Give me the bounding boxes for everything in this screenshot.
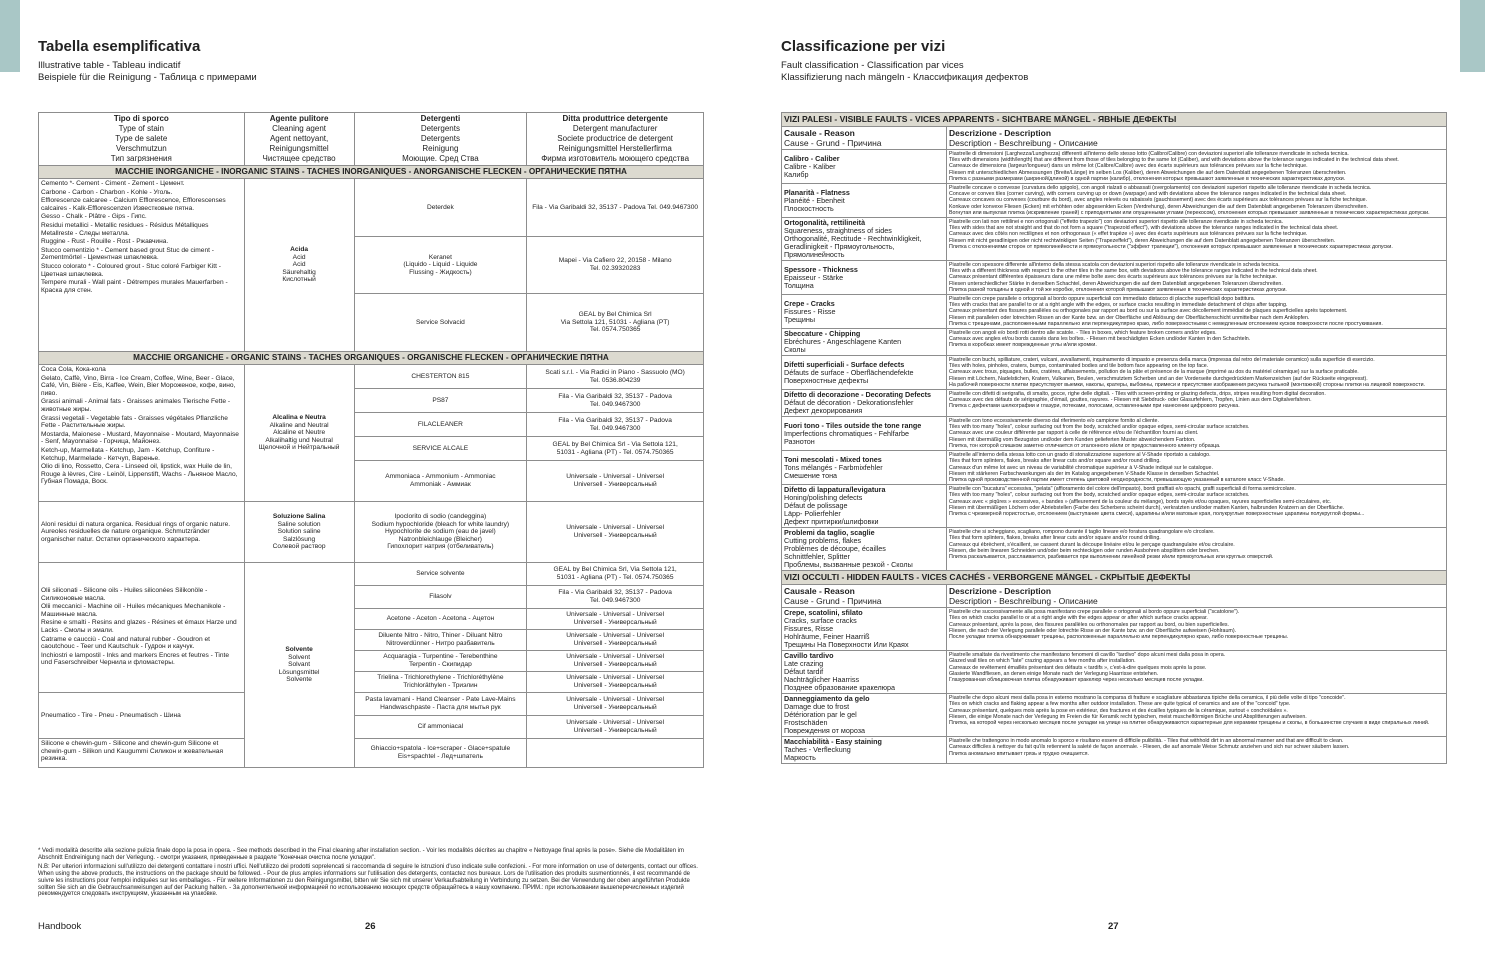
residue-stain-cell: Aloni residui di natura organica. Residual rings of organic nature. Aureoles residuelles de nature organique. Schmutzränder organischer natur. Остатки органического характера. — [39, 502, 245, 563]
manufacturer-cell: Universale - Universal - Universel Universell - Универсальный — [527, 630, 704, 651]
cleaning-table — [38, 112, 704, 768]
header-cause: Causale - Reason Cause - Grund - Причина — [782, 127, 947, 150]
fault-cause: Macchiabilità - Easy staining Taches - Verfleckung Маркость — [782, 737, 947, 764]
detergent-cell: Cif ammoniacal — [354, 716, 527, 739]
manufacturer-cell: Mapei - Via Cafiero 22, 20158 - Milano Tel. 02.39320283 — [527, 236, 704, 294]
detergent-cell: PS87 — [354, 389, 527, 413]
header-stain-type: Tipo di sporco Type of stain Type de salete Verschmutzun Тип загрязнения — [39, 113, 245, 166]
inorganic-stain-list: Cemento *- Cement - Ciment - Zement - Цемент. Carbone - Carbon - Charbon - Kohle - Уголь. Efflorescenze calcaree - Calcium Efflorescence, Efflorescenses calcaires - Kalk-Efflorescenzen Известковые пятна. Gesso - Chalk - Plâtre - Gips - Гипс. Residui metallici - Metallic residues - Résidus Métalliques Metallreste - Следы металла. Ruggine - Rust - Rouille - Rost - Ржавчина. Stucco cementizio * - Cement based grout Stuc de ciment - Zementmörtel - Цементная шпаклевка. Stucco colorato * - Coloured grout - Stuc coloré Farbiger Kitt - Цветная шпаклевка. Tempere murali - Wall paint - Détrempes murales Mauerfarben - Краска для стен. — [39, 179, 245, 352]
detergent-cell: Service Solvacid — [354, 294, 527, 352]
right-page-subtitle — [781, 60, 1028, 83]
fault-row — [782, 390, 1447, 417]
inorganic-agent: Acida Acid Acid Säurehaltig Кислотный — [244, 179, 354, 352]
left-page-title: Tabella esemplificativa — [38, 38, 201, 55]
fault-cause: Difetti superficiali - Surface defects Défauts de surface - Oberflächendefekte Поверхностные дефекты — [782, 356, 947, 390]
fault-row — [782, 261, 1447, 295]
fault-row — [782, 694, 1447, 737]
organic-stain-list: Coca Cola, Кока-кола Gelato, Caffè, Vino, Birra - Ice Cream, Coffee, Wine, Beer - Glace, Café, Vin, Bière - Eis, Kaffee, Wein, Bier Мороженое, кофе, вино, пиво. Grassi animali - Animal fats - Graisses animales Tierische Fette - животные жиры. Grassi vegetali - Vegetable fats - Graisses végétales Pflanzliche Fette - Растительные жиры. Mostarda, Maionese - Mustard, Mayonnaise - Moutard, Mayonnaise - Senf, Mayonnaise - Горчица, Майонез. Ketch-up, Marmellata - Ketchup, Jam - Ketchup, Confiture - Ketchup, Marmelade - Кетчуп, Варенье. Olio di lino, Rossetto, Cera - Linseed oil, lipstick, wax Huile de lin, Rouge à lèvres, Cire - Leinöl, Lippenstift, Wachs - Льняное Масло, Губная Помада, Воск. — [39, 365, 245, 502]
visible-faults-header — [782, 127, 1447, 150]
left-subtitle-line: Beispiele für die Reinigung - Таблица с примерами — [38, 71, 257, 83]
detergent-cell: Ammoniaca - Ammonium - Ammoniac Ammoniak - Аммиак — [354, 461, 527, 502]
page-edge-tab-right — [1460, 0, 1485, 72]
manufacturer-cell: Universale - Universal - Universel Universell - Универсальный — [527, 609, 704, 630]
detergent-cell: Pasta lavamani - Hand Cleanser - Pate Lave-Mains Handwaschpaste - Паста для мытья рук — [354, 693, 527, 716]
fault-cause: Difetto di lappatura/levigatura Honing/polishing defects Défaut de polissage Läpp- Polierfehler Дефект притирки/шлифовки — [782, 485, 947, 528]
table-row — [39, 693, 704, 716]
fault-description: Piastrelle con lati non rettilinei e non ortogonali ("effetto trapezio") con deviazioni superiori rispetto alle tolleranze rivendicate in scheda tecnica. Tiles with sides that are not straight and that do not form a square ("trapezoid effect"), with deviations above the tolerance ranges indicated in the technical data sheet. Carreaux avec des côtés non rectilignes et non orthogonaux (« effet trapèze ») avec des écarts supérieurs aux tolérances prévues sur la fiche technique. Fliesen mit nicht geradlinigen oder nicht rechtwinkligen Seiten ("Trapezeffekt"), deren Abweichungen die auf dem Datenblatt angegebenen Toleranzen überschreiten. Плитка с отклонениями сторон от прямолинейности и прямоугольности ("эффект трапеции"), отклонения которых превышают заявленные в технических характеристиках допуски. — [947, 218, 1447, 261]
left-page-subtitle — [38, 60, 257, 83]
manufacturer-cell: GEAL by Bel Chimica Srl, Via Settola 121, 51031 - Agliana (PT) - Tel. 0574.750365 — [527, 563, 704, 586]
fault-row — [782, 218, 1447, 261]
visible-faults-body — [782, 150, 1447, 571]
table-row — [39, 179, 704, 237]
fault-row — [782, 651, 1447, 694]
manufacturer-cell: Fila - Via Garibaldi 32, 35137 - Padova Tel. 049.9467300 — [527, 389, 704, 413]
page-edge-tab-left — [0, 0, 20, 72]
manufacturer-cell: GEAL by Bel Chimica Srl - Via Settola 121, 51031 - Agliana (PT) - Tel. 0574.750365 — [527, 437, 704, 461]
fault-row — [782, 356, 1447, 390]
fault-cause: Fuori tono - Tiles outside the tone range Imperfections chromatiques - Fehlfarbe Разнотон — [782, 417, 947, 451]
detergent-cell: FILACLEANER — [354, 413, 527, 437]
manufacturer-cell: Fila - Via Garibaldi 32, 35137 - Padova Tel. 049.9467300 — [527, 413, 704, 437]
hidden-faults-header — [782, 585, 1447, 608]
footnote-nb: N.B: Per ulteriori informazioni sull'utilizzo dei detergenti contattare i nostri uffici. Nell'utilizzo dei prodotti soprelencati si raccomanda di seguire le istruzioni d'uso indicate sulle confezioni. - For more information on use of detergents, contact our offices. When using the above products, the instructions on the package should be followed. - Pour de plus amples informations sur l'utilisation des detergents, contactez nos bureaux. Lors de l'utilisation des produits susmentionnés, il est recommandé de suivre les instructions pour l'emploi indiquées sur les emballages. - Für weitere Informationen zu den Reinigungsmittel, bitten wir Sie sich mit unserer Verkaufsabteilung in Verbindung zu setzen. Bei der Verwendung der oben angeführten Produkte sollten Sie sich an die Gebrauchsanweisungen auf der Packung halten. - За дополнительной информацией по использованию моющих средств обращайтесь в нашу компанию. ПРИМ.: при использовании вышеперечисленных изделий рекомендуется следовать инструкциям, указанным на упаковке. — [38, 864, 698, 898]
fault-row — [782, 150, 1447, 184]
organic-agent: Alcalina e Neutra Alkaline and Neutral Alcaline et Neutre Alkalihaltig und Neutral Щелочной и Нейтральный — [244, 365, 354, 502]
page-number-right: 27 — [1108, 921, 1119, 932]
fault-row — [782, 184, 1447, 218]
fault-row — [782, 295, 1447, 329]
fault-row — [782, 737, 1447, 764]
footnotes — [38, 848, 704, 898]
manufacturer-cell: Universale - Universal - Universel Universell - Универсальный — [527, 693, 704, 716]
table-row — [39, 563, 704, 586]
manufacturer-cell: Universale - Universal - Universel Universell - Универсальный — [527, 672, 704, 693]
detergent-cell: Acquaragia - Turpentine - Terebenthine Terpentin - Скипидар — [354, 651, 527, 672]
fault-row — [782, 451, 1447, 485]
fault-description: Piastrelle con spessore differente all'interno della stessa scatola con deviazioni superiori rispetto alle tolleranze rivendicate in scheda tecnica. Tiles with a different thickness with respect to the other tiles in the same box, with deviations above the tolerance ranges indicated in the technical data sheet. Carreaux présentant différentes épaisseurs dans une même boîte avec des écarts supérieurs aux tolérances prévues sur la fiche technique. Fliesen unterschiedlicher Stärke in derselben Schachtel, deren Abweichungen die auf dem Datenblatt angegebenen Toleranzen überschreiten. Плитка разной толщины в одной и той же коробке, отклонения которой превышают заявленные в технических характеристиках допуски. — [947, 261, 1447, 295]
section-visible-faults: VIZI PALESI - VISIBLE FAULTS - VICES APPARENTS - SICHTBARE MÄNGEL - ЯВНЫЕ ДЕФЕКТЫ — [782, 113, 1447, 127]
header-description: Descrizione - Description Description - Beschreibung - Описание — [947, 585, 1447, 608]
fault-description: Piastrelle che dopo alcuni mesi dalla posa in esterno mostrano la comparsa di fratture e scagliature abbastanza tipiche della ceramica, il più delle volte di tipo "concoide". Tiles on which cracks and flaking appear a few months after outdoor installation. These are quite typical of ceramics and are of the "concoid" type. Carreaux présentant, quelques mois après la pose en extérieur, des fractures et des écailles typiques de la céramique, surtout « conchoïdales ». Fliesen, die einige Monate nach der Verlegung im Freien die für Keramik recht typischen, meist muschelförmigen Brüche und Absplitterungen aufweisen. Плитка, на которой через несколько месяцев после укладки на улице на плитке обнаруживаются характерные для керамики трещины и сколы, в большинстве случаев в виде спиральных линий. — [947, 694, 1447, 737]
fault-cause: Crepe - Cracks Fissures - Risse Трещины — [782, 295, 947, 329]
fault-cause: Ortogonalità, rettilineità Squareness, straightness of sides Orthogonalité, Rectitude - Rechtwinkligkeit, Geradlinigkeit - Прямоугольность, Прямолинейность — [782, 218, 947, 261]
manufacturer-cell-empty — [527, 739, 704, 768]
fault-description: Piastrelle all'interno della stessa lotto con un grado di stonalizzazione superiore al V-Shade riportato a catalogo. Tiles that form splinters, flakes, breaks after linear cuts and/or square and/or round drilling. Carreaux d'un même lot avec un niveau de variabilité chromatique supérieur à V-Shade indiqué sur le catalogue. Fliesen mit stärkeren Farbschwankungen als der im Katalog angegebenen V-Shade Klasse in derselben Schachtel. Плитка одной производственной партии имеет степень цветовой неоднородности, превышающую указанный в каталоге класс V-Shade. — [947, 451, 1447, 485]
fault-cause: Problemi da taglio, scaglie Cutting problems, flakes Problèmes de découpe, écailles Schnittfehler, Splitter Проблемы, вызванные резкой - Сколы — [782, 528, 947, 571]
footnote-final-cleaning: * Vedi modalità descritte alla sezione pulizia finale dopo la posa in opera. - See methods described in the Final cleaning after installation section. - Voir les modalités décrites au chapitre « Nettoyage final après la pose». Siehe die Modalitäten im Abschnitt Endreinigung nach der Verlegung. - смотри указания, приведенные в разделе "Конечная очистка после укладки". — [38, 848, 685, 861]
detergent-cell: Trielina - Trichlorethylene - Trichloréthylène Trichloräthylen - Триэлин — [354, 672, 527, 693]
detergent-cell: Service solvente — [354, 563, 527, 586]
right-subtitle-line: Klassifizierung nach mängeln - Классификация дефектов — [781, 71, 1029, 83]
section-hidden-faults: VIZI OCCULTI - HIDDEN FAULTS - VICES CACHÉS - VERBORGENE MÄNGEL - СКРЫТЫЕ ДЕФЕКТЫ — [782, 571, 1447, 585]
detergent-cell: Deterdek — [354, 179, 527, 237]
fault-row — [782, 528, 1447, 571]
left-subtitle-line: Illustrative table - Tableau indicatif — [38, 60, 181, 71]
fault-row — [782, 608, 1447, 651]
cleaning-table-header — [39, 113, 704, 166]
fault-row — [782, 417, 1447, 451]
fault-description: Piastrelle che trattengono in modo anomalo lo sporco e risultano essere di difficile pulibilità. - Tiles that withhold dirt in an abnormal manner and that are difficult to clean. Carreaux difficiles à nettoyer du fait qu'ils retiennent la saleté de façon anormale. - Fliesen, die auf anomale Weise Schmutz anziehen und sich nur schwer säubern lassen. Плитка аномально впитывает грязь и трудно очищается. — [947, 737, 1447, 764]
header-detergents: Detergenti Detergents Detergents Reinigung Моющие. Сред Ства — [354, 113, 527, 166]
detergent-cell: Ghiaccio+spatola - Ice+scraper - Glace+spatule Eis+spachtel - Лед+шпатель — [354, 739, 527, 768]
fault-description: Piastrelle con crepe parallele o ortogonali al bordo oppure superficiali con immediato distacco di placche superficiali dopo battitura. Tiles with cracks that are parallel to or at a right angle with the edges, or surface cracks resulting in immediate detachment of chips after tapping. Carreaux présentant des fissures parallèles ou orthogonales par rapport au bord ou sur la surface avec décollement immédiat de plaques superficielles après tapotement. Fliesen mit parallelen oder lotrechten Rissen an der Kante bzw. an der Oberfläche und Ablösung der Oberflächenschicht unmittelbar nach dem Anklopfen. Плитка с трещинами, расположенными параллельно или перпендикулярно краю, либо поверхностными с немедленным отслоением кусков поверхности после простукивания. — [947, 295, 1447, 329]
residue-agent: Soluzione Salina Saline solution Solution saline Salzlösung Солевой раствор — [244, 502, 354, 563]
detergent-cell: Keranet (Liquido - Liquid - Liquide Flussing - Жидкость) — [354, 236, 527, 294]
detergent-cell: CHESTERTON 815 — [354, 365, 527, 389]
hidden-faults-body — [782, 608, 1447, 764]
fault-description: Piastrelle che successivamente alla posa manifestano crepe parallele o ortogonali al bordo oppure superficiali ("scatolone"). Tiles on which cracks parallel to or at a right angle with the edges appear or after which surface cracks appear. Carreaux présentant, après la pose, des fissures parallèles ou orthonomales par rapport au bord, ou bien superficielles. Fliesen, die nach der Verlegung parallele oder lotrechte Risse an der Kante bzw. an der Oberfläche aufweisen (Hohlraum). После укладки плитка обнаруживает трещины, расположенные параллельно или перпендикулярно краю, либо поверхностные трещины. — [947, 608, 1447, 651]
fault-description: Piastrelle con difetti di serigrafia, di smalto, gocce, righe delle digitali. - Tiles with screen-printing or glazing defects, drips, stripes resulting from digital decoration. Carreaux avec des défauts de sérigraphie, d'émail, gouttes, rayures. - Fliesen mit Siebdruck- oder Glasurfehlern, Tropfen, Linien aus dem Digitalverfahren. Плитка с дефектами шелкографии и глазури, потеками, полосами, оставленными при нанесении цифрового рисунка. — [947, 390, 1447, 417]
fault-cause: Toni mescolati - Mixed tones Tons mélangés - Farbmixfehler Смешение тона — [782, 451, 947, 485]
detergent-cell: Ipoclorito di sodio (candeggina) Sodium hypochloride (bleach for white laundry) Hypochlorite de sodium (eau de javel) Natronbleichlauge (Bleicher) Гипохлорит натрия (отбеливатель) — [354, 502, 527, 563]
fault-description: Piastrelle di dimensioni (Larghezza/Lunghezza) differenti all'interno dello stesso lotto (Calibro/Calibre) con deviazioni superiori alle tolleranze rivendicate in scheda tecnica. Tiles with dimensions (width/length) that are different from those of tiles belonging to the same lot (Caliber), and with deviations above the tolerance ranges indicated in the technical data sheet. Carreaux de dimensions (largeur/longueur) dans un même lot (Calibre/Calibre) avec des écarts supérieurs aux tolérances prévues sur la fiche technique. Fliesen mit unterschiedlichen Abmessungen (Breite/Länge) im selben Los (Kaliber), deren Abweichungen die auf dem Datenblatt angegebenen Toleranzen überschreiten. Плитка с разными размерами (шириной/длиной) в одной партии (калибр), отклонения которых превышают заявленные в технических характеристиках допуски. — [947, 150, 1447, 184]
header-description: Descrizione - Description Description - Beschreibung - Описание — [947, 127, 1447, 150]
fault-cause: Calibro - Caliber Calibre - Kaliber Калибр — [782, 150, 947, 184]
page-number-left: 26 — [365, 921, 376, 932]
fault-description: Piastrelle concave o convesse (curvatura dello spigolo), con angoli rialzati o abbassati (svergolamento) con deviazioni superiori rispetto alle tolleranze rivendicate in scheda tecnica. Concave or convex tiles (corner curving), with corners curving up or down (warpage) and with deviations above the tolerance ranges indicated in the technical data sheet. Carreaux concaves ou convexes (courbure du bord), avec angles relevés ou rabaissés (gauchissement) avec des écarts supérieurs aux tolérances prévues sur la fiche technique. Konkave oder konvexe Fliesen (Ecken) mit erhöhten oder abgesenkten Ecken (Verdrehung), deren Abweichungen die auf dem Datenblatt angegebenen Toleranzen überschreiten. Вогнутая или выпуклая плитка (искривление граней) с приподнятыми или опущенными углами (перекосом), отклонения которых превышают заявленные в технических характеристиках допуски. — [947, 184, 1447, 218]
manufacturer-cell: Fila - Via Garibaldi 32, 35137 - Padova Tel. 049.9467300 — [527, 179, 704, 237]
fault-description: Piastrelle che si scheggiano, scagliano, rompono durante il taglio lineare e/o foratura quadrangolare e/o circolare. Tiles that form splinters, flakes, breaks after linear cuts and/or square and/or round drilling. Carreaux qui ébrèchent, s'écaillent, se cassent durant la découpe linéaire et/ou le perçage quadrangulaire et/ou circulaire. Fliesen, die beim linearen Schneiden und/oder beim rechteckigen oder runden Ausbohren absplittern oder brechen. Плитка раскалывается, расслаивается, разбивается при выполнении линейной резки и/или прямоугольных или круглых отверстий. — [947, 528, 1447, 571]
header-cleaning-agent: Agente pulitore Cleaning agent Agent nettoyant, Reinigungsmittel Чистящее средство — [244, 113, 354, 166]
solvent-agent: Solvente Solvent Solvant Lösungsmittel Solvente — [244, 563, 354, 768]
fault-cause: Planarità - Flatness Planéité - Ebenheit Плоскостность — [782, 184, 947, 218]
fault-cause: Danneggiamento da gelo Damage due to frost Détérioration par le gel Frostschäden Повреждения от мороза — [782, 694, 947, 737]
manufacturer-cell: Universale - Universal - Universel Universell - Универсальный — [527, 461, 704, 502]
detergent-cell: Acetone - Aceton - Acetona - Ацетон — [354, 609, 527, 630]
table-row — [39, 502, 704, 563]
fault-cause: Spessore - Thickness Epaisseur - Stärke Толщина — [782, 261, 947, 295]
fault-cause: Cavillo tardivo Late crazing Défaut tardif Nachträglicher Haarriss Позднее образование кракелюра — [782, 651, 947, 694]
fault-cause: Difetto di decorazione - Decorating Defects Défaut de décoration - Dekorationsfehler Дефект декорирования — [782, 390, 947, 417]
tire-stain-cell: Pneumatico - Tire - Pneu - Pneumatisch - Шина — [39, 693, 245, 739]
footer-label: Handbook — [38, 921, 82, 932]
detergent-cell: Filasolv — [354, 586, 527, 609]
manufacturer-cell: Fila - Via Garibaldi 32, 35137 - Padova Tel. 049.9467300 — [527, 586, 704, 609]
silicone-stain-cell: Silicone e chewin-gum - Silicone and chewin-gum Silicone et chewin-gum - Silikon und Kaugummi Силикон и жевательная резинка. — [39, 739, 245, 768]
section-inorganic-stains: MACCHIE INORGANICHE - INORGANIC STAINS - TACHES INORGANIQUES - ANORGANISCHE FLECKEN - ОРГАНИЧЕСКИЕ ПЯТНА — [39, 166, 704, 179]
fault-classification-table — [781, 112, 1447, 764]
detergent-cell: Diluente Nitro - Nitro, Thiner - Diluant Nitro Nitroverdünner - Нитро разбавитель — [354, 630, 527, 651]
header-cause: Causale - Reason Cause - Grund - Причина — [782, 585, 947, 608]
header-manufacturer: Ditta produttrice detergente Detergent manufacturer Societe productrice de detergent Reinigungsmittel Herstellerfirma Фирма изготовитель моющего средства — [527, 113, 704, 166]
right-page-title: Classificazione per vizi — [781, 38, 946, 55]
table-row — [39, 365, 704, 389]
fault-description: Piastrelle con angoli e/o bordi rotti dentro alle scatole. - Tiles in boxes, which feature broken corners and/or edges. Carreaux avec angles et/ou bords cassés dans les boîtes. - Fliesen mit beschädigten Ecken und/oder Kanten in den Schachteln. Плитка в коробках имеет поврежденные углы и/или кромки. — [947, 329, 1447, 356]
fault-description: Piastrelle con buchi, spilliature, crateri, vulcani, avvallamenti, inquinamento di impasto e presenza della marca (impressa dal retro del materiale ceramico) sulla superficie di esercizio. Tiles with holes, pinholes, craters, bumps, contaminated bodies and tile bottom face appearing on the top face. Carreaux avec trous, piquages, bulles, cratères, affaissements, pollution de la pâte et présence de la marque (imprimé au dos du matériel céramique) sur la surface praticable. Fliesen mit Löchern, Nadelstichen, Kratern, Vulkanen, Beulen, verschmutztem Scherben und an der Vorderseite durchgedrücktem Markenzeichen (auf der Rückseite eingepresst). На рабочей поверхности плитки присутствуют выемки, наколы, кратеры, выбоины, примеси и присутствие изображения рисунка тыльной (монтажной) стороны плитки на лицевой поверхности. — [947, 356, 1447, 390]
fault-description: Piastrelle con "bucatura" eccessiva, "pelata" (affioramento del colore dell'impasto), bordi graffiati e/o opachi, graffi superficiali di forma semicircolare. Tiles with too many "holes", colour surfacing out from the body, scratched and/or opaque edges, semi-circular surface scratches. Carreaux avec « piqûres » excessives, « bandes » (affleurement de la couleur du mélange), bords rayés et/ou opaques, rayures superficielles semi-circulaires, etc. Fliesen mit übermäßigen Löchern oder Abriebstellen (Farbe des Scherbens scheint durch), verkratzten und/oder matten Kanten, halbrunden Kratzern an der Oberfläche. Плитка с чрезмерной пористостью, отслоением (выступание цвета смеси), царапины и/или матовые края, полукруглые поверхностные царапины полукруглой формы... — [947, 485, 1447, 528]
fault-row — [782, 329, 1447, 356]
manufacturer-cell: Universale - Universal - Universel Universell - Универсальный — [527, 716, 704, 739]
solvent-stain-list: Olii siliconati - Silicone oils - Huiles siliconées Silikonöle - Силиконовые масла. Olii meccanici - Machine oil - Huiles mécaniques Mechanikole - Машинные масла. Resine e smalti - Resins and glazes - Résines et émaux Harze und Lacks - Смолы и эмали. Catrame e caucciù - Coal and natural rubber - Goudron et caoutchouc - Teer und Kautschuk - Гудрон и каучук. Inchiostri e lampostil - Inks and markers Encres et feutres - Tinte und Faserschreiber Чернила и фломастеры. — [39, 563, 245, 693]
right-subtitle-line: Fault classification - Classification par vices — [781, 60, 964, 71]
manufacturer-cell: Universale - Universal - Universel Universell - Универсальный — [527, 651, 704, 672]
fault-cause: Crepe, scatolini, sfilato Cracks, surface cracks Fissures, Risse Hohlräume, Feiner Haarriß Трещины На Поверхности Или Краях — [782, 608, 947, 651]
fault-cause: Sbeccature - Chipping Ebréchures - Angeschlagene Kanten Сколы — [782, 329, 947, 356]
fault-row — [782, 485, 1447, 528]
section-organic-stains: MACCHIE ORGANICHE - ORGANIC STAINS - TACHES ORGANIQUES - ORGANISCHE FLECKEN - ОРГАНИЧЕСКИЕ ПЯТНА — [39, 352, 704, 365]
manufacturer-cell: GEAL by Bel Chimica Srl Via Settola 121, 51031 - Agliana (PT) Tel. 0574.750365 — [527, 294, 704, 352]
fault-description: Piastrelle con tono eccessivamente diverso dal riferimento e/o campione fornito al cliente. Tiles with too many "holes", colour surfacing out from the body, scratched and/or opaque edges, semi-circular surface scratches. Carreaux avec une couleur différente par rapport à celle de référence et/ou de l'échantillon fourni au client. Fliesen mit übermäßig vom Bezugston und/oder dem Kunden gelieferten Muster abweichendem Farbton. Плитка, тон которой слишком заметно отличается от эталонного и/или от предоставленного клиенту образца. — [947, 417, 1447, 451]
manufacturer-cell: Scati s.r.l. - Via Radici in Piano - Sassuolo (MO) Tel. 0536.804239 — [527, 365, 704, 389]
manufacturer-cell: Universale - Universal - Universel Universell - Универсальный — [527, 502, 704, 563]
table-row — [39, 739, 704, 768]
detergent-cell: SERVICE ALCALE — [354, 437, 527, 461]
fault-description: Piastrelle smaltate da rivestimento che manifestano fenomeni di cavillo "tardivo" dopo alcuni mesi dalla posa in opera. Glazed wall tiles on which "late" crazing appears a few months after installation. Carreaux de revêtement émaillés présentant des défauts « tardifs », c'est-à-dire quelques mois après la pose. Glasierte Wandfliesen, an denen einige Monate nach der Verlegung Haarrisse entstehen. Глазурованная облицовочная плитка обнаруживает кракелюр через несколько месяцев после укладки. — [947, 651, 1447, 694]
